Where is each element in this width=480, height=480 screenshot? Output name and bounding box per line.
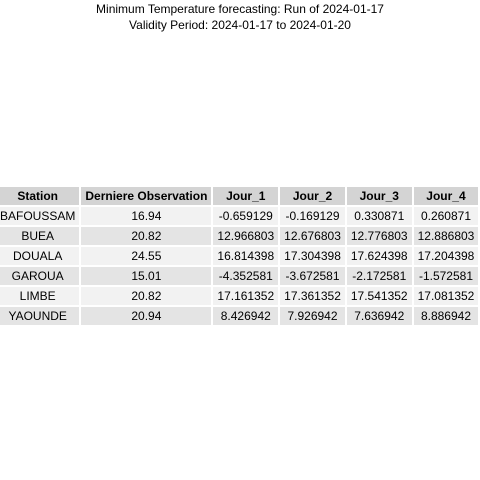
column-header: Jour_4 [414, 187, 479, 205]
table-cell: 16.814398 [213, 247, 278, 265]
table-cell: -3.672581 [280, 267, 345, 285]
table-body [0, 207, 478, 325]
table-cell: 17.624398 [347, 247, 412, 265]
table-cell: 17.541352 [347, 287, 412, 305]
table-cell: -0.659129 [213, 207, 278, 225]
table-cell: -4.352581 [213, 267, 278, 285]
table-row [0, 227, 478, 245]
station-cell: DOUALA [0, 247, 79, 265]
table-cell: 17.081352 [414, 287, 479, 305]
table-cell: 17.204398 [414, 247, 479, 265]
table-cell: 7.636942 [347, 307, 412, 325]
table-cell: 24.55 [81, 247, 211, 265]
table-row [0, 247, 478, 265]
table-cell: 20.82 [81, 227, 211, 245]
table-header-row [0, 187, 478, 205]
column-header: Jour_3 [347, 187, 412, 205]
column-header: Jour_1 [213, 187, 278, 205]
table-cell: 16.94 [81, 207, 211, 225]
forecast-table [0, 185, 480, 327]
table-cell: -0.169129 [280, 207, 345, 225]
forecast-table-container [0, 185, 480, 327]
table-cell: 0.330871 [347, 207, 412, 225]
station-cell: LIMBE [0, 287, 79, 305]
table-row [0, 307, 478, 325]
table-cell: 8.426942 [213, 307, 278, 325]
table-cell: 12.776803 [347, 227, 412, 245]
table-cell: 12.676803 [280, 227, 345, 245]
station-cell: BAFOUSSAM [0, 207, 79, 225]
table-cell: -1.572581 [414, 267, 479, 285]
table-cell: 15.01 [81, 267, 211, 285]
table-cell: 0.260871 [414, 207, 479, 225]
chart-title-block [0, 1, 480, 33]
station-cell: GAROUA [0, 267, 79, 285]
station-cell: YAOUNDE [0, 307, 79, 325]
table-cell: 17.361352 [280, 287, 345, 305]
table-cell: 8.886942 [414, 307, 479, 325]
table-cell: 12.886803 [414, 227, 479, 245]
chart-title: Minimum Temperature forecasting: Run of 2024-01-17 [96, 2, 384, 16]
table-cell: 20.94 [81, 307, 211, 325]
table-cell: 17.304398 [280, 247, 345, 265]
table-cell: 17.161352 [213, 287, 278, 305]
table-row [0, 287, 478, 305]
table-row [0, 267, 478, 285]
chart-subtitle: Validity Period: 2024-01-17 to 2024-01-20 [129, 18, 351, 32]
station-cell: BUEA [0, 227, 79, 245]
column-header: Jour_2 [280, 187, 345, 205]
column-header: Station [0, 187, 79, 205]
table-cell: 7.926942 [280, 307, 345, 325]
table-cell: -2.172581 [347, 267, 412, 285]
table-row [0, 207, 478, 225]
table-cell: 20.82 [81, 287, 211, 305]
column-header: Derniere Observation [81, 187, 211, 205]
table-cell: 12.966803 [213, 227, 278, 245]
